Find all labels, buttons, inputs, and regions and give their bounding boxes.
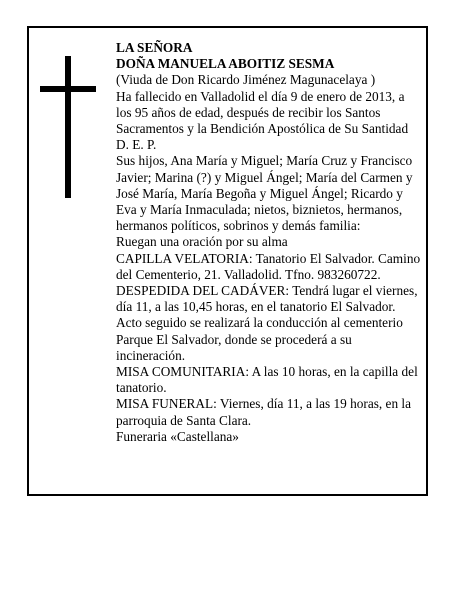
notice-text — [116, 40, 422, 445]
death-announcement: Ha fallecido en Valladolid el día 9 de enero de 2013, a los 95 años de edad, después de recibir los Santos Sacramentos y la Bendición Apostólica de Su Santidad — [116, 88, 409, 137]
notice-title: LA SEÑORA — [116, 40, 193, 55]
family-list: Sus hijos, Ana María y Miguel; María Cruz y Francisco Javier; Marina (?) y Miguel Ángel; María del Carmen y José María, María Begoña y Miguel Ángel; Ricardo y Eva y María Inmaculada; nietos, biznietos, hermanos, hermanos políticos, sobrinos y demás familia: — [116, 153, 413, 234]
obituary-notice — [27, 26, 428, 496]
chapel-info: CAPILLA VELATORIA: Tanatorio El Salvador. Camino del Cementerio, 21. Valladolid. Tfno. 983260722. — [116, 250, 421, 282]
rip-line: D. E. P. — [116, 137, 157, 153]
farewell-info: DESPEDIDA DEL CADÁVER: Tendrá lugar el viernes, día 11, a las 10,45 horas, en el tanatorio El Salvador. Acto seguido se realizará la conducción al cementerio Parque El Salvador, donde se procederá a su incineración. — [116, 283, 418, 363]
widow-of-line: (Viuda de Don Ricardo Jiménez Magunacelaya ) — [116, 72, 376, 88]
funeral-home: Funeraria «Castellana» — [116, 428, 239, 444]
community-mass-info: MISA COMUNITARIA: A las 10 horas, en la capilla del tanatorio. — [116, 364, 418, 396]
deceased-name: DOÑA MANUELA ABOITIZ SESMA — [116, 56, 335, 72]
cross-vertical-bar — [65, 56, 71, 198]
prayer-request: Ruegan una oración por su alma — [116, 234, 288, 250]
cross-horizontal-bar — [40, 86, 96, 92]
funeral-mass-info: MISA FUNERAL: Viernes, día 11, a las 19 horas, en la parroquia de Santa Clara. — [116, 396, 412, 428]
latin-cross-icon — [40, 56, 96, 198]
